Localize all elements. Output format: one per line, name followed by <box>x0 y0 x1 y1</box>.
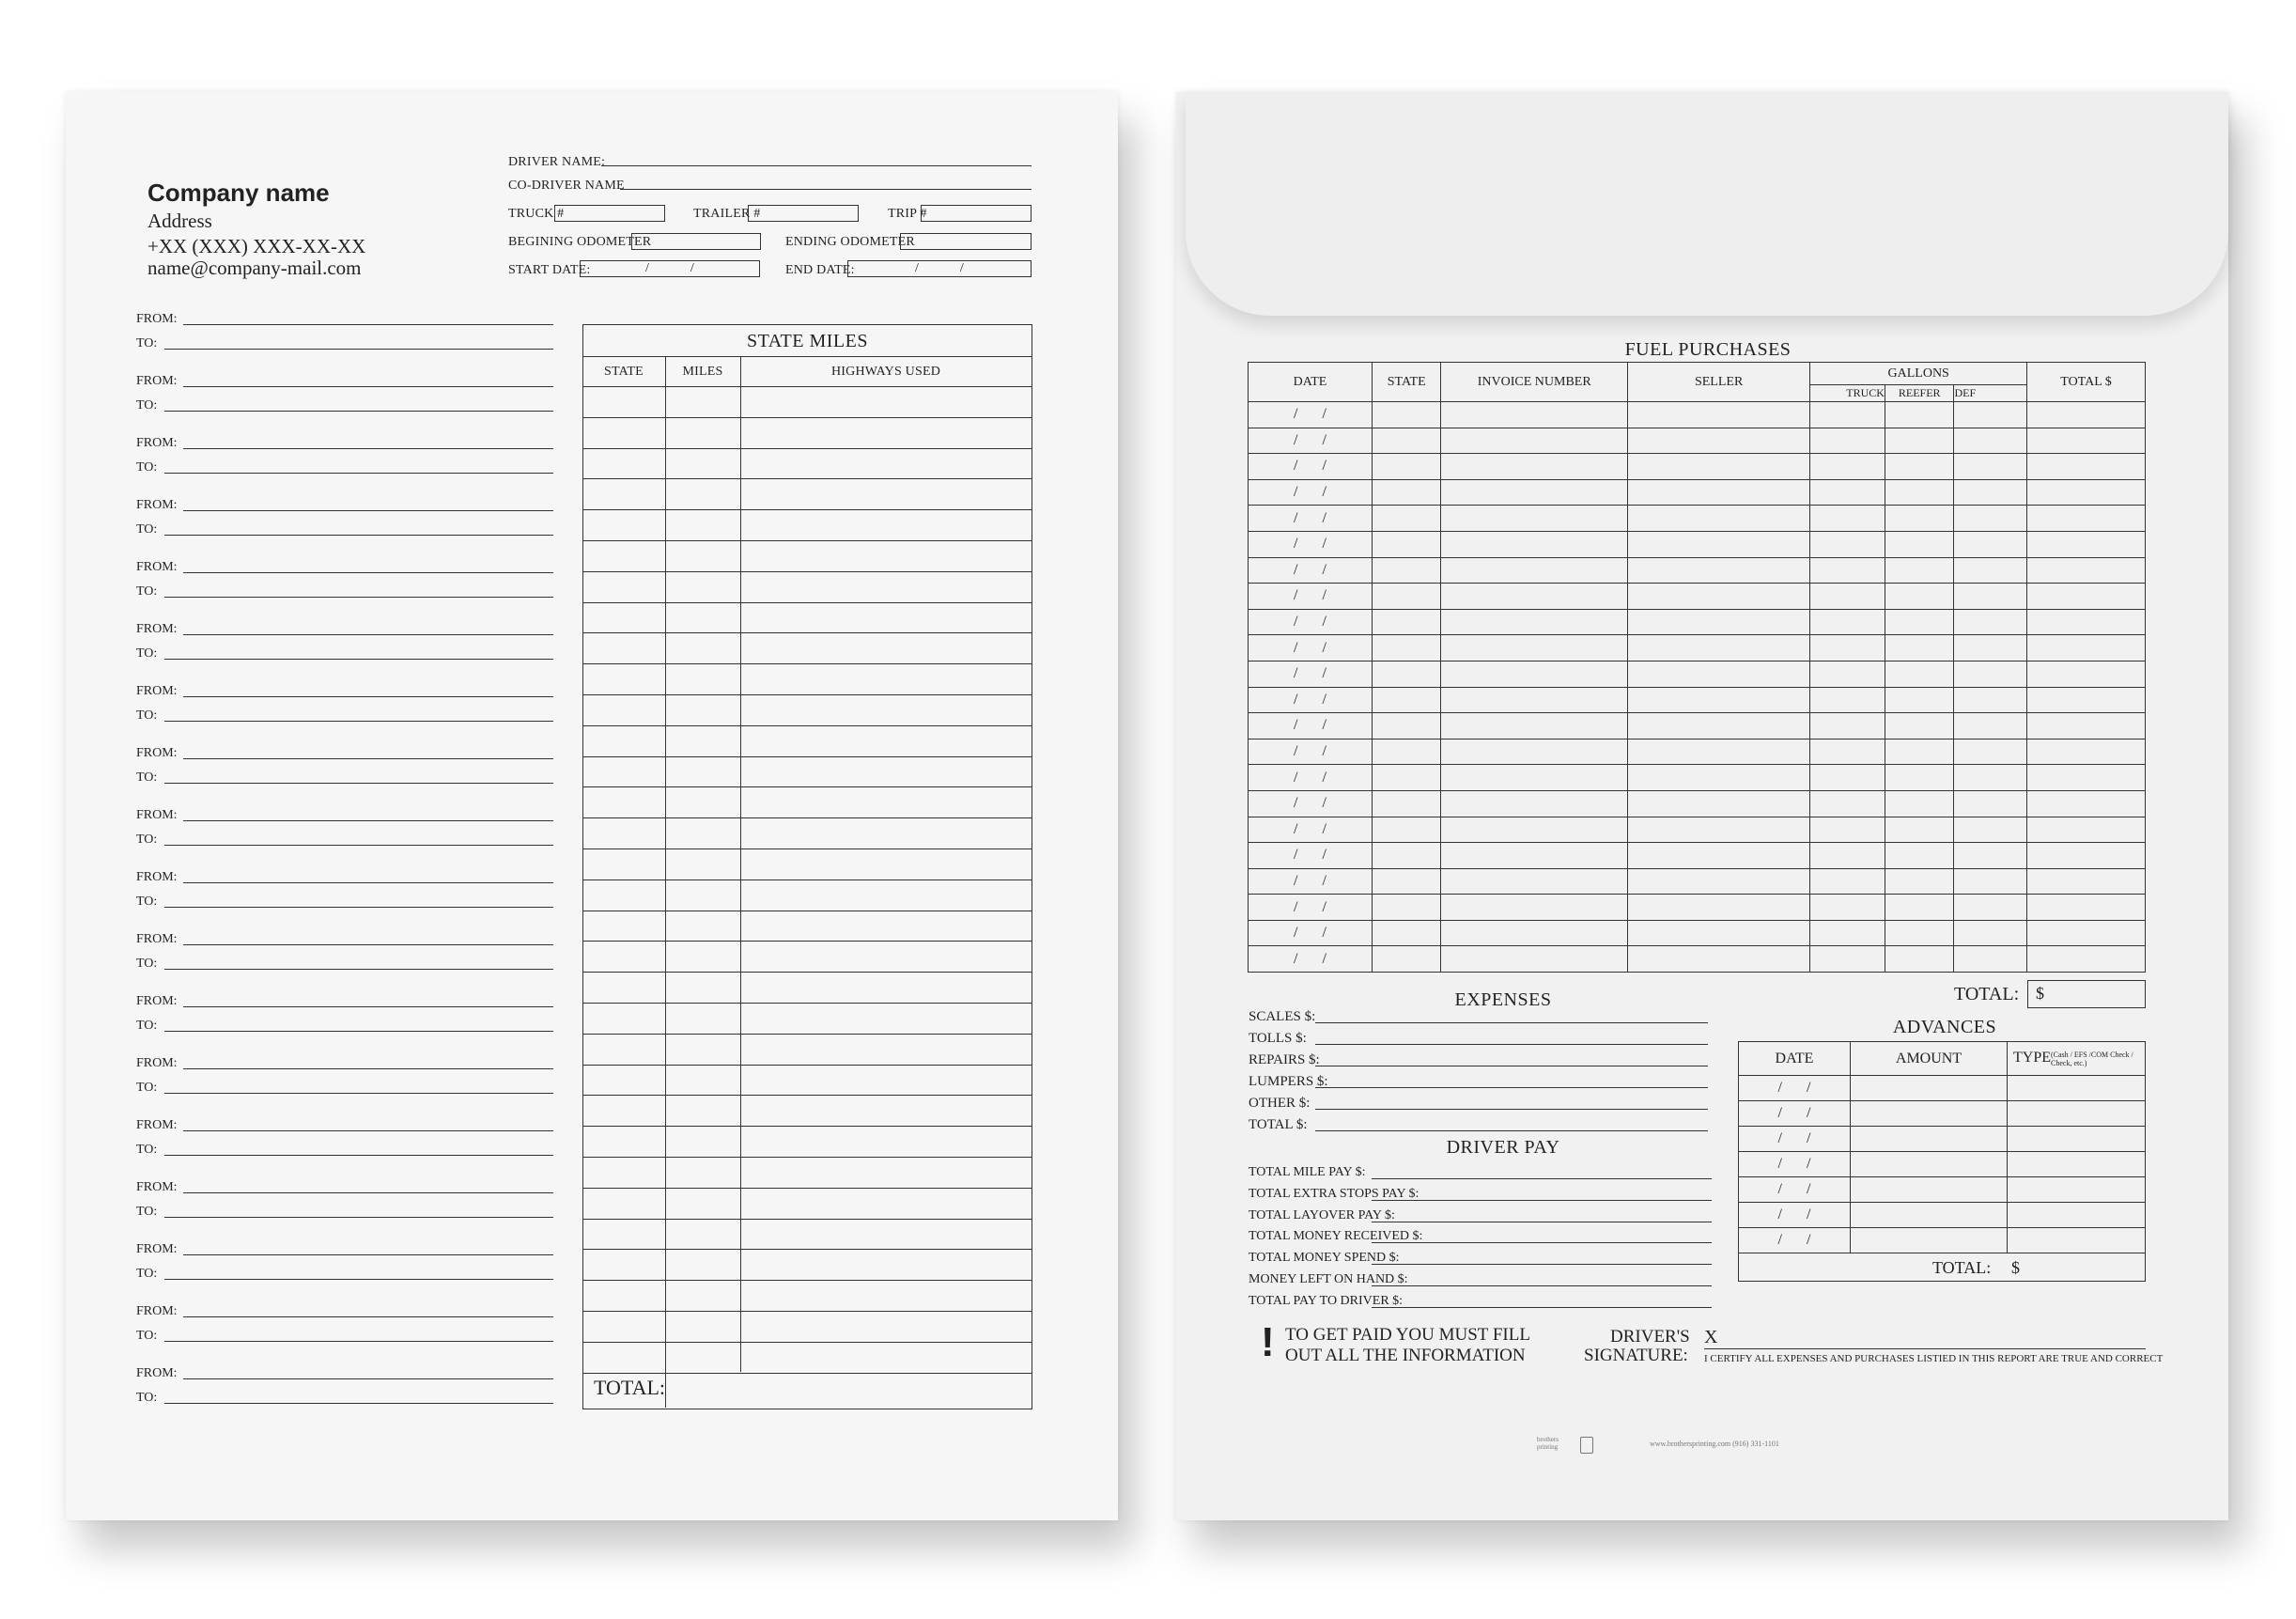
from-label: FROM: <box>136 1242 178 1256</box>
to-label: TO: <box>136 1081 158 1095</box>
fuel-date-cell[interactable]: / / <box>1249 506 1373 532</box>
advances-type-label: TYPE <box>2013 1050 2051 1066</box>
to-label: TO: <box>136 1205 158 1219</box>
state-miles-total-label: TOTAL: <box>594 1376 666 1399</box>
start-date-field[interactable]: / / <box>580 260 760 277</box>
driver-pay-field[interactable] <box>1372 1264 1712 1265</box>
expenses-title: EXPENSES <box>1454 989 1552 1010</box>
from-field[interactable] <box>183 1068 553 1069</box>
from-label: FROM: <box>136 684 178 698</box>
trip-label: TRIP # <box>888 207 927 221</box>
fuel-date-cell[interactable]: / / <box>1249 635 1373 662</box>
expense-field[interactable] <box>1315 1022 1708 1023</box>
miles-column-header: MILES <box>682 365 723 379</box>
state-column-header: STATE <box>604 365 644 379</box>
fuel-date-cell[interactable]: / / <box>1249 609 1373 635</box>
from-label: FROM: <box>136 560 178 574</box>
to-field[interactable] <box>164 473 553 474</box>
expense-label: TOLLS $: <box>1249 1031 1307 1046</box>
advances-amount-header: AMOUNT <box>1851 1042 2008 1076</box>
fuel-invoice-header: INVOICE NUMBER <box>1441 363 1627 402</box>
from-field[interactable] <box>183 510 553 511</box>
state-miles-row[interactable] <box>582 602 1032 603</box>
fuel-seller-header: SELLER <box>1627 363 1809 402</box>
driver-pay-label: TOTAL MILE PAY $: <box>1249 1165 1366 1179</box>
fuel-date-cell[interactable]: / / <box>1249 817 1373 843</box>
expense-field[interactable] <box>1315 1087 1708 1088</box>
from-label: FROM: <box>136 1180 178 1194</box>
from-label: FROM: <box>136 1304 178 1318</box>
to-label: TO: <box>136 771 158 785</box>
fuel-total-dollar: $ <box>2036 984 2044 1003</box>
to-label: TO: <box>136 460 158 475</box>
fuel-date-cell[interactable]: / / <box>1249 557 1373 584</box>
fuel-date-cell[interactable]: / / <box>1249 713 1373 739</box>
beginning-odometer-field[interactable] <box>631 233 761 250</box>
state-miles-title: STATE MILES <box>747 331 868 351</box>
state-miles-row[interactable] <box>582 786 1032 787</box>
to-field[interactable] <box>164 1341 553 1342</box>
state-miles-row[interactable] <box>582 756 1032 757</box>
to-field[interactable] <box>164 907 553 908</box>
co-driver-name-label: CO-DRIVER NAME <box>508 179 625 193</box>
expense-label: OTHER $: <box>1249 1096 1311 1111</box>
fuel-date-cell[interactable]: / / <box>1249 687 1373 713</box>
advances-total-dollar: $ <box>2011 1258 2020 1277</box>
fuel-purchases-title: FUEL PURCHASES <box>1624 339 1792 360</box>
from-field[interactable] <box>183 1316 553 1317</box>
fuel-date-cell[interactable]: / / <box>1249 895 1373 921</box>
fuel-row[interactable] <box>1249 428 2146 454</box>
trailer-label: TRAILER # <box>693 207 761 221</box>
to-label: TO: <box>136 1019 158 1033</box>
state-miles-row[interactable] <box>582 817 1032 818</box>
notice-line-2: OUT ALL THE INFORMATION <box>1285 1346 1526 1365</box>
to-field[interactable] <box>164 1155 553 1156</box>
driver-pay-label: MONEY LEFT ON HAND $: <box>1249 1272 1408 1286</box>
ending-odometer-field[interactable] <box>900 233 1032 250</box>
from-field[interactable] <box>183 758 553 759</box>
from-field[interactable] <box>183 634 553 635</box>
signature-label-2: SIGNATURE: <box>1584 1346 1688 1365</box>
from-field[interactable] <box>183 448 553 449</box>
from-label: FROM: <box>136 870 178 884</box>
expense-field[interactable] <box>1315 1109 1708 1110</box>
from-label: FROM: <box>136 1366 178 1380</box>
fuel-row[interactable] <box>1249 765 2146 791</box>
state-miles-row[interactable] <box>582 1311 1032 1312</box>
fuel-row[interactable] <box>1249 531 2146 557</box>
fuel-row[interactable] <box>1249 713 2146 739</box>
from-field[interactable] <box>183 696 553 697</box>
trailer-field[interactable] <box>748 205 859 222</box>
to-label: TO: <box>136 336 158 350</box>
gallons-reefer-header: REEFER <box>1885 385 1954 402</box>
to-field[interactable] <box>164 1031 553 1032</box>
warning-icon: ! <box>1261 1319 1275 1365</box>
fuel-row[interactable] <box>1249 402 2146 428</box>
fuel-date-cell[interactable]: / / <box>1249 920 1373 946</box>
from-label: FROM: <box>136 436 178 450</box>
advances-date-cell[interactable]: / / <box>1739 1101 1851 1127</box>
end-date-field[interactable]: / / <box>847 260 1032 277</box>
state-miles-row[interactable] <box>582 1157 1032 1158</box>
from-label: FROM: <box>136 312 178 326</box>
from-field[interactable] <box>183 1254 553 1255</box>
from-label: FROM: <box>136 932 178 946</box>
fuel-row[interactable] <box>1249 739 2146 765</box>
state-miles-row[interactable] <box>582 1249 1032 1250</box>
advances-total-row <box>1739 1253 2146 1282</box>
fuel-row[interactable] <box>1249 868 2146 895</box>
advances-date-cell[interactable]: / / <box>1739 1152 1851 1177</box>
state-miles-row[interactable] <box>582 1034 1032 1035</box>
from-label: FROM: <box>136 1056 178 1070</box>
advances-row[interactable] <box>1739 1228 2146 1253</box>
fuel-row[interactable] <box>1249 895 2146 921</box>
fuel-date-cell[interactable]: / / <box>1249 946 1373 973</box>
to-label: TO: <box>136 522 158 537</box>
fuel-row[interactable] <box>1249 661 2146 687</box>
advances-type-header <box>2008 1042 2146 1076</box>
to-field[interactable] <box>164 969 553 970</box>
state-miles-row[interactable] <box>582 725 1032 726</box>
fuel-row[interactable] <box>1249 506 2146 532</box>
to-field[interactable] <box>164 597 553 598</box>
state-miles-row[interactable] <box>582 509 1032 510</box>
driver-pay-label: TOTAL MONEY RECEIVED $: <box>1249 1229 1423 1244</box>
fuel-date-cell[interactable]: / / <box>1249 790 1373 817</box>
signature-label-1: DRIVER'S <box>1610 1327 1690 1347</box>
brand-logo-text: brothers printing <box>1537 1436 1559 1451</box>
state-miles-row[interactable] <box>582 1188 1032 1189</box>
to-field[interactable] <box>164 659 553 660</box>
expense-label: SCALES $: <box>1249 1009 1316 1024</box>
to-label: TO: <box>136 398 158 413</box>
driver-pay-field[interactable] <box>1372 1242 1712 1243</box>
fuel-row[interactable] <box>1249 584 2146 610</box>
gallons-truck-header: TRUCK <box>1810 385 1885 402</box>
to-field[interactable] <box>164 349 553 350</box>
fuel-total-field[interactable] <box>2027 980 2146 1008</box>
state-miles-row[interactable] <box>582 972 1032 973</box>
state-miles-row[interactable] <box>582 694 1032 695</box>
company-address: Address <box>147 210 212 232</box>
signature-field[interactable] <box>1704 1348 2146 1349</box>
state-miles-row[interactable] <box>582 448 1032 449</box>
fuel-date-cell[interactable]: / / <box>1249 584 1373 610</box>
from-field[interactable] <box>183 1006 553 1007</box>
to-field[interactable] <box>164 1093 553 1094</box>
from-field[interactable] <box>183 1192 553 1193</box>
truck-label: TRUCK # <box>508 207 565 221</box>
to-field[interactable] <box>164 1403 553 1404</box>
to-label: TO: <box>136 584 158 599</box>
gallons-def-header: DEF <box>1954 385 2027 402</box>
from-field[interactable] <box>183 820 553 821</box>
from-field[interactable] <box>183 386 553 387</box>
advances-row[interactable] <box>1739 1127 2146 1152</box>
driver-pay-label: TOTAL LAYOVER PAY $: <box>1249 1207 1395 1222</box>
driver-name-label: DRIVER NAME: <box>508 155 606 169</box>
from-field[interactable] <box>183 944 553 945</box>
to-field[interactable] <box>164 1279 553 1280</box>
advances-total-label: TOTAL: <box>1932 1258 1992 1277</box>
advances-row[interactable] <box>1739 1177 2146 1203</box>
fuel-row[interactable] <box>1249 946 2146 973</box>
state-miles-row[interactable] <box>582 1373 1032 1374</box>
from-label: FROM: <box>136 622 178 636</box>
to-label: TO: <box>136 1329 158 1343</box>
state-miles-row[interactable] <box>582 386 1032 387</box>
highways-column-header: HIGHWAYS USED <box>830 365 941 379</box>
advances-row[interactable] <box>1739 1152 2146 1177</box>
fuel-date-cell[interactable]: / / <box>1249 428 1373 454</box>
fuel-date-cell[interactable]: / / <box>1249 843 1373 869</box>
to-label: TO: <box>136 957 158 971</box>
from-label: FROM: <box>136 1118 178 1132</box>
to-field[interactable] <box>164 845 553 846</box>
to-label: TO: <box>136 1391 158 1405</box>
from-label: FROM: <box>136 498 178 512</box>
from-field[interactable] <box>183 324 553 325</box>
from-label: FROM: <box>136 374 178 388</box>
advances-date-cell[interactable]: / / <box>1739 1127 1851 1152</box>
from-label: FROM: <box>136 808 178 822</box>
expense-field[interactable] <box>1315 1044 1708 1045</box>
to-label: TO: <box>136 1267 158 1281</box>
from-label: FROM: <box>136 746 178 760</box>
state-miles-row[interactable] <box>582 1065 1032 1066</box>
fuel-row[interactable] <box>1249 479 2146 506</box>
driver-pay-field[interactable] <box>1372 1307 1712 1308</box>
state-miles-row[interactable] <box>582 941 1032 942</box>
to-label: TO: <box>136 833 158 847</box>
to-label: TO: <box>136 895 158 909</box>
state-miles-row[interactable] <box>582 632 1032 633</box>
advances-date-cell[interactable]: / / <box>1739 1177 1851 1203</box>
fuel-row[interactable] <box>1249 454 2146 480</box>
fuel-row[interactable] <box>1249 920 2146 946</box>
state-miles-row[interactable] <box>582 1126 1032 1127</box>
to-label: TO: <box>136 646 158 661</box>
fuel-row[interactable] <box>1249 635 2146 662</box>
fuel-row[interactable] <box>1249 843 2146 869</box>
to-field[interactable] <box>164 783 553 784</box>
from-field[interactable] <box>183 572 553 573</box>
state-miles-row[interactable] <box>582 1280 1032 1281</box>
envelope-flap <box>1186 92 2228 316</box>
from-label: FROM: <box>136 994 178 1008</box>
fuel-state-header: STATE <box>1372 363 1441 402</box>
truck-field[interactable] <box>554 205 665 222</box>
driver-name-field[interactable] <box>601 165 1032 166</box>
state-miles-table <box>582 324 1032 1409</box>
fuel-row[interactable] <box>1249 609 2146 635</box>
fuel-date-cell[interactable]: / / <box>1249 765 1373 791</box>
fuel-date-cell[interactable]: / / <box>1249 531 1373 557</box>
state-miles-row[interactable] <box>582 417 1032 418</box>
driver-pay-title: DRIVER PAY <box>1446 1137 1560 1158</box>
fuel-total-label: TOTAL: <box>1954 984 2020 1004</box>
advances-date-cell[interactable]: / / <box>1739 1203 1851 1228</box>
to-field[interactable] <box>164 1217 553 1218</box>
fuel-purchases-table <box>1248 362 2146 973</box>
state-miles-row[interactable] <box>582 1003 1032 1004</box>
from-field[interactable] <box>183 1378 553 1379</box>
end-date-label: END DATE: <box>785 263 855 277</box>
brand-logo-icon <box>1580 1437 1593 1454</box>
state-miles-row[interactable] <box>582 571 1032 572</box>
to-field[interactable] <box>164 721 553 722</box>
company-email: name@company-mail.com <box>147 257 362 279</box>
driver-pay-label: TOTAL MONEY SPEND $: <box>1249 1251 1400 1266</box>
fuel-date-cell[interactable]: / / <box>1249 402 1373 428</box>
fuel-gallons-header: GALLONS <box>1810 363 2027 385</box>
fuel-date-cell[interactable]: / / <box>1249 868 1373 895</box>
company-name: Company name <box>147 179 330 207</box>
to-label: TO: <box>136 1143 158 1157</box>
driver-pay-label: TOTAL EXTRA STOPS PAY $: <box>1249 1186 1419 1201</box>
state-miles-row[interactable] <box>582 540 1032 541</box>
fuel-row[interactable] <box>1249 557 2146 584</box>
advances-date-cell[interactable]: / / <box>1739 1228 1851 1253</box>
to-field[interactable] <box>164 411 553 412</box>
signature-x-mark: X <box>1704 1327 1718 1347</box>
state-miles-row[interactable] <box>582 1342 1032 1343</box>
advances-title: ADVANCES <box>1892 1017 1997 1037</box>
fuel-date-cell[interactable]: / / <box>1249 479 1373 506</box>
notice-line-1: TO GET PAID YOU MUST FILL <box>1285 1325 1530 1345</box>
state-miles-row[interactable] <box>582 848 1032 849</box>
fuel-total-header: TOTAL $ <box>2027 363 2146 402</box>
state-miles-row[interactable] <box>582 1219 1032 1220</box>
company-phone: +XX (XXX) XXX-XX-XX <box>147 235 366 257</box>
expense-field[interactable] <box>1315 1130 1708 1131</box>
state-miles-row[interactable] <box>582 1095 1032 1096</box>
beginning-odometer-label: BEGINING ODOMETER <box>508 235 652 249</box>
fuel-row[interactable] <box>1249 817 2146 843</box>
co-driver-name-field[interactable] <box>620 189 1032 190</box>
expense-label: LUMPERS $: <box>1249 1074 1328 1089</box>
fuel-row[interactable] <box>1249 790 2146 817</box>
driver-pay-field[interactable] <box>1372 1285 1712 1286</box>
fuel-date-cell[interactable]: / / <box>1249 661 1373 687</box>
certify-statement: I CERTIFY ALL EXPENSES AND PURCHASES LISTIED IN THIS REPORT ARE TRUE AND CORRECT <box>1704 1353 2164 1364</box>
start-date-label: START DATE: <box>508 263 591 277</box>
to-label: TO: <box>136 708 158 723</box>
fuel-date-cell[interactable]: / / <box>1249 454 1373 480</box>
driver-pay-label: TOTAL PAY TO DRIVER $: <box>1249 1293 1404 1308</box>
expense-label: REPAIRS $: <box>1249 1052 1320 1067</box>
advances-date-header: DATE <box>1739 1042 1851 1076</box>
fuel-date-header: DATE <box>1249 363 1373 402</box>
advances-row[interactable] <box>1739 1203 2146 1228</box>
to-field[interactable] <box>164 535 553 536</box>
footer-contact: www.brothersprinting.com (916) 331-1101 <box>1650 1440 1779 1448</box>
advances-row[interactable] <box>1739 1101 2146 1127</box>
advances-type-note: (Cash / EFS /COM Check / Check, etc.) <box>2051 1050 2133 1067</box>
advances-date-cell[interactable]: / / <box>1739 1076 1851 1101</box>
ending-odometer-label: ENDING ODOMETER <box>785 235 915 249</box>
advances-row[interactable] <box>1739 1076 2146 1101</box>
state-miles-row[interactable] <box>582 663 1032 664</box>
from-field[interactable] <box>183 882 553 883</box>
state-miles-row[interactable] <box>582 478 1032 479</box>
from-field[interactable] <box>183 1130 553 1131</box>
fuel-row[interactable] <box>1249 687 2146 713</box>
expense-label: TOTAL $: <box>1249 1117 1308 1132</box>
fuel-date-cell[interactable]: / / <box>1249 739 1373 765</box>
trip-field[interactable] <box>921 205 1032 222</box>
advances-table <box>1738 1041 2146 1282</box>
driver-pay-field[interactable] <box>1372 1178 1712 1179</box>
driver-pay-field[interactable] <box>1372 1200 1712 1201</box>
